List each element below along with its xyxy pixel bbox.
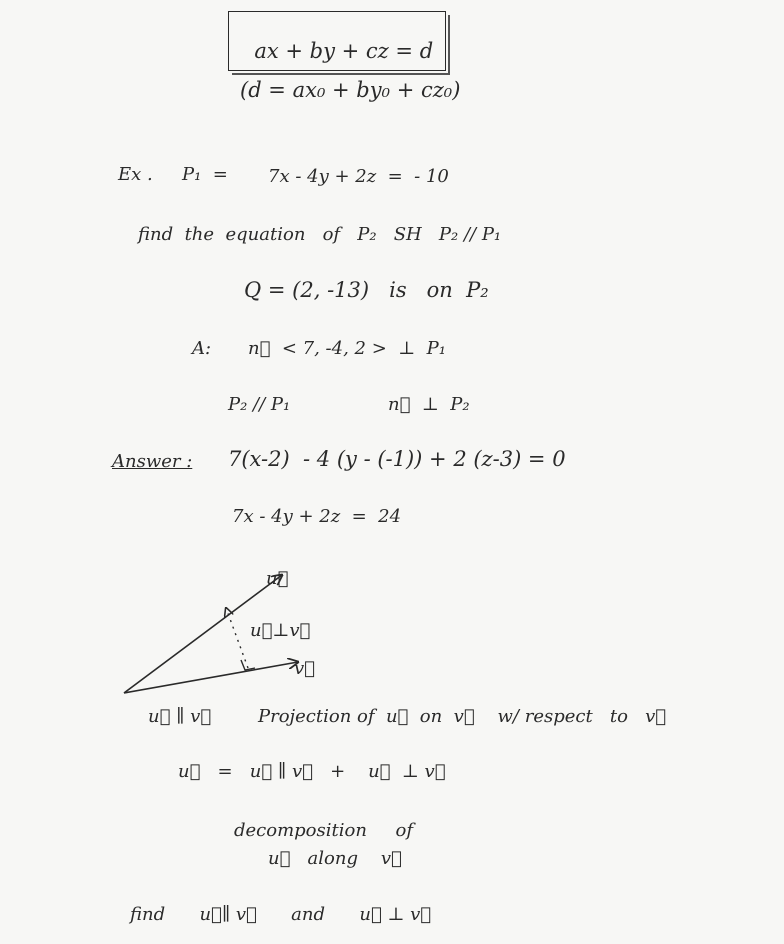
- u-parallel-v-label: u⃗ ∥ v⃗: [148, 706, 212, 727]
- right-angle-mark: [241, 660, 255, 670]
- decomposition-word: decomposition of: [234, 820, 414, 841]
- vector-v-label: v⃗: [294, 658, 315, 679]
- d-definition: (d = ax₀ + by₀ + cz₀): [240, 78, 461, 102]
- parallel-planes: P₂ // P₁: [228, 394, 291, 415]
- find-final-line: find u⃗∥ v⃗ and u⃗ ⊥ v⃗: [130, 904, 432, 925]
- along-line: u⃗ along v⃗: [268, 848, 402, 869]
- point-q-line: Q = (2, -13) is on P₂: [244, 278, 489, 302]
- u-perp-v-label: u⃗⊥v⃗: [250, 620, 311, 641]
- decomposition-equation: u⃗ = u⃗ ∥ v⃗ + u⃗ ⊥ v⃗: [178, 761, 446, 782]
- answer-a-label: A:: [192, 338, 212, 359]
- normal-vector-line: n⃗ < 7, -4, 2 > ⊥ P₁: [248, 338, 446, 359]
- find-equation-line: find the equation of P₂ SH P₂ // P₁: [138, 224, 502, 245]
- vector-u-label: u⃗: [266, 568, 289, 589]
- vector-v-arrow: [124, 662, 298, 693]
- plane-equation: ax + by + cz = d: [254, 39, 434, 63]
- example-label: Ex .: [118, 164, 153, 185]
- answer-simplified: 7x - 4y + 2z = 24: [232, 506, 402, 527]
- projection-line: Projection of u⃗ on v⃗ w/ respect to v⃗: [258, 706, 667, 727]
- example-p1-equation: 7x - 4y + 2z = - 10: [268, 166, 449, 187]
- perpendicular-dotted-line: [226, 608, 248, 668]
- answer-equation: 7(x-2) - 4 (y - (-1)) + 2 (z-3) = 0: [228, 447, 566, 471]
- example-plane-p1: P₁ =: [182, 164, 228, 185]
- answer-label: Answer :: [112, 451, 193, 472]
- normal-perp-p2: n⃗ ⊥ P₂: [388, 394, 470, 415]
